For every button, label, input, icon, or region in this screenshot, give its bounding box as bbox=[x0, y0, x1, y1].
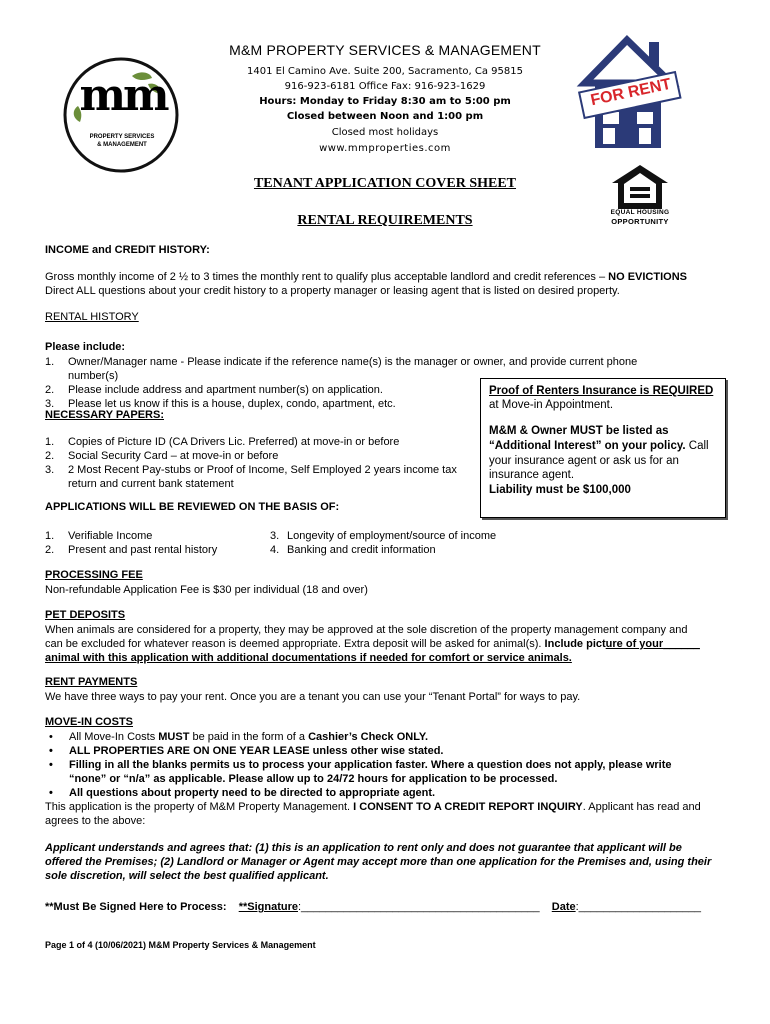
company-name: M&M PROPERTY SERVICES & MANAGEMENT bbox=[229, 42, 541, 58]
pets-line-1: When animals are considered for a property, they may be approved at the sole discretion of the property management company and bbox=[45, 624, 688, 636]
list-number: 3. bbox=[45, 464, 55, 476]
list-text: 2 Most Recent Pay-stubs or Proof of Income, Self Employed 2 years income tax return and current bank statement bbox=[68, 464, 457, 490]
list-text: Copies of Picture ID (CA Drivers Lic. Preferred) at move-in or before bbox=[68, 436, 400, 448]
list-number: 3. bbox=[270, 530, 280, 542]
insurance-listed: M&M & Owner MUST be listed as bbox=[489, 425, 669, 437]
list-item bbox=[45, 463, 475, 491]
movein-b1-c: be paid in the form of a bbox=[189, 731, 309, 743]
list-text: Longevity of employment/source of income bbox=[287, 530, 497, 542]
list-item bbox=[45, 435, 475, 449]
movein-b4: All questions about property need to be directed to appropriate agent. bbox=[69, 787, 436, 799]
fee-heading: PROCESSING FEE bbox=[45, 569, 143, 581]
website: www.mmproperties.com bbox=[319, 143, 451, 154]
pets-include: Include pict bbox=[544, 638, 606, 650]
movein-b1-cashier: Cashier’s Check ONLY. bbox=[308, 731, 429, 743]
papers-heading: NECESSARY PAPERS: bbox=[45, 409, 164, 421]
list-item bbox=[45, 744, 705, 758]
list-text: Verifiable Income bbox=[68, 530, 153, 542]
basis-heading: APPLICATIONS WILL BE REVIEWED ON THE BASIS OF: bbox=[45, 501, 340, 513]
rental-history-heading-text: RENTAL HISTORY bbox=[45, 311, 139, 323]
call-text: Call bbox=[685, 440, 709, 452]
eho-text-1: EQUAL HOUSING bbox=[610, 209, 670, 216]
pets-line-2: can be excluded for whatever reason is deemed appropriate. Extra deposit will be asked for animal(s). bbox=[45, 638, 545, 650]
rental-history-heading bbox=[45, 311, 139, 323]
agreement-text: Applicant understands and agrees that: (1) this is an application to rent only and does not guarantee that applicant will be offered the Premises; (2) Landlord or Manager or Agent may accept more than one application for the Premises and, using their sole discretion, will select the best qualified applicant. bbox=[45, 842, 712, 882]
list-number: 4. bbox=[270, 544, 280, 556]
for-rent-house-icon bbox=[575, 28, 685, 153]
list-item bbox=[45, 529, 265, 543]
income-line-1: Gross monthly income of 2 ½ to 3 times the monthly rent to qualify plus acceptable landlord and credit references – bbox=[45, 271, 609, 283]
consent-credit: I CONSENT TO A CREDIT REPORT INQUIRY bbox=[353, 801, 583, 813]
income-line-2: Direct ALL questions about your credit history to a property manager or leasing agent that is listed on desired property. bbox=[45, 285, 620, 297]
pets-text: When animals are considered for a property, they may be approved at the sole discretion of the property management company and can be excluded for whatever reason is deemed appropriate. Extra deposit will be asked for animal(s). Include picture of your______ animal with this application with additional documentations if needed for comfort or service animals. bbox=[45, 624, 700, 664]
cover-sheet-title: TENANT APPLICATION COVER SHEET bbox=[253, 176, 517, 191]
rent-heading: RENT PAYMENTS bbox=[45, 676, 138, 688]
logo-caption-1: PROPERTY SERVICES bbox=[89, 134, 155, 140]
movein-b3: Filling in all the blanks permits us to process your application faster. Where a question does not apply, please write “none” or “n/a” as applicable. Please allow up to 24/72 hours for application to be processed. bbox=[69, 759, 672, 785]
list-text: Please include address and apartment number(s) on application. bbox=[68, 384, 383, 396]
for-rent-sign-text: FOR RENT bbox=[589, 75, 673, 110]
papers-list bbox=[45, 435, 475, 491]
pets-line-3: animal with this application with additional documentations if needed for comfort or service animals. bbox=[45, 652, 572, 664]
liability-requirement: Liability must be $100,000 bbox=[489, 484, 631, 496]
movein-b1-a: All Move-In Costs bbox=[69, 731, 159, 743]
list-item bbox=[45, 543, 265, 557]
fee-text: Non-refundable Application Fee is $30 per individual (18 and over) bbox=[45, 584, 368, 596]
list-text: Social Security Card – at move-in or before bbox=[68, 450, 279, 462]
list-item bbox=[45, 449, 475, 463]
logo-caption-2: & MANAGEMENT bbox=[97, 142, 147, 148]
income-heading: INCOME and CREDIT HISTORY: bbox=[45, 244, 210, 256]
basis-list-left bbox=[45, 529, 265, 557]
list-number: 1. bbox=[45, 356, 55, 368]
company-phone: 916-923-6181 Office Fax: 916-923-1629 bbox=[284, 81, 486, 92]
page-footer: Page 1 of 4 (10/06/2021) M&M Property Services & Management bbox=[45, 940, 316, 950]
insurance-additional bbox=[489, 439, 709, 453]
pets-heading: PET DEPOSITS bbox=[45, 609, 126, 621]
insurance-movein: at Move-in Appointment. bbox=[489, 399, 614, 411]
company-address: 1401 El Camino Ave. Suite 200, Sacramento, Ca 95815 bbox=[247, 66, 523, 77]
list-item bbox=[270, 543, 550, 557]
movein-heading: MOVE-IN COSTS bbox=[45, 716, 134, 728]
consent-text bbox=[45, 800, 725, 828]
insurance-title: Proof of Renters Insurance is REQUIRED bbox=[489, 385, 714, 397]
basis-list-right bbox=[270, 529, 550, 557]
insurance-agent-2: insurance agent. bbox=[489, 469, 575, 481]
list-text: Present and past rental history bbox=[68, 544, 218, 556]
list-text: Banking and credit information bbox=[287, 544, 436, 556]
list-number: 1. bbox=[45, 530, 55, 542]
consent-c: . Applicant has read and agrees to the above: bbox=[45, 801, 701, 827]
please-include: Please include: bbox=[45, 341, 126, 353]
insurance-agent: your insurance agent or ask us for an bbox=[489, 455, 679, 467]
signature-row bbox=[45, 901, 735, 913]
date-field[interactable]: :____________________ bbox=[575, 901, 702, 913]
must-be-signed: **Must Be Signed Here to Process: bbox=[45, 901, 227, 913]
no-evictions: NO EVICTIONS bbox=[608, 271, 687, 283]
list-item bbox=[45, 730, 705, 744]
pets-include-u: ure of your bbox=[605, 638, 664, 650]
list-number: 1. bbox=[45, 436, 55, 448]
movein-b2: ALL PROPERTIES ARE ON ONE YEAR LEASE unless other wise stated. bbox=[69, 745, 444, 757]
logo-letters: mm bbox=[79, 70, 167, 121]
movein-b1-must: MUST bbox=[158, 731, 190, 743]
signature-label: **Signature bbox=[238, 901, 298, 913]
list-number: 2. bbox=[45, 384, 55, 396]
list-item bbox=[270, 529, 550, 543]
additional-interest: “Additional Interest” on your policy. bbox=[489, 440, 686, 452]
office-hours: Hours: Monday to Friday 8:30 am to 5:00 pm bbox=[259, 96, 511, 107]
signature-field[interactable]: :_______________________________________ bbox=[297, 901, 540, 913]
list-number: 2. bbox=[45, 450, 55, 462]
holiday-note: Closed most holidays bbox=[331, 127, 439, 138]
rental-requirements-title: RENTAL REQUIREMENTS bbox=[297, 213, 473, 228]
list-item bbox=[45, 786, 705, 800]
list-text: Please let us know if this is a house, duplex, condo, apartment, etc. bbox=[68, 398, 396, 410]
income-text bbox=[45, 270, 735, 298]
rent-text: We have three ways to pay your rent. Once you are a tenant you can use your “Tenant Portal” for ways to pay. bbox=[45, 691, 581, 703]
list-number: 3. bbox=[45, 398, 55, 410]
list-item bbox=[45, 758, 705, 786]
consent-a: This application is the property of M&M Property Management. bbox=[45, 801, 354, 813]
eho-text-2: OPPORTUNITY bbox=[611, 217, 669, 226]
date-label: Date bbox=[551, 901, 576, 913]
list-text: Owner/Manager name - Please indicate if the reference name(s) is the manager or owner, and provide current phone number(s) bbox=[68, 356, 638, 382]
lunch-closure: Closed between Noon and 1:00 pm bbox=[286, 111, 484, 122]
insurance-box bbox=[480, 378, 726, 518]
movein-list bbox=[45, 730, 705, 800]
list-number: 2. bbox=[45, 544, 55, 556]
